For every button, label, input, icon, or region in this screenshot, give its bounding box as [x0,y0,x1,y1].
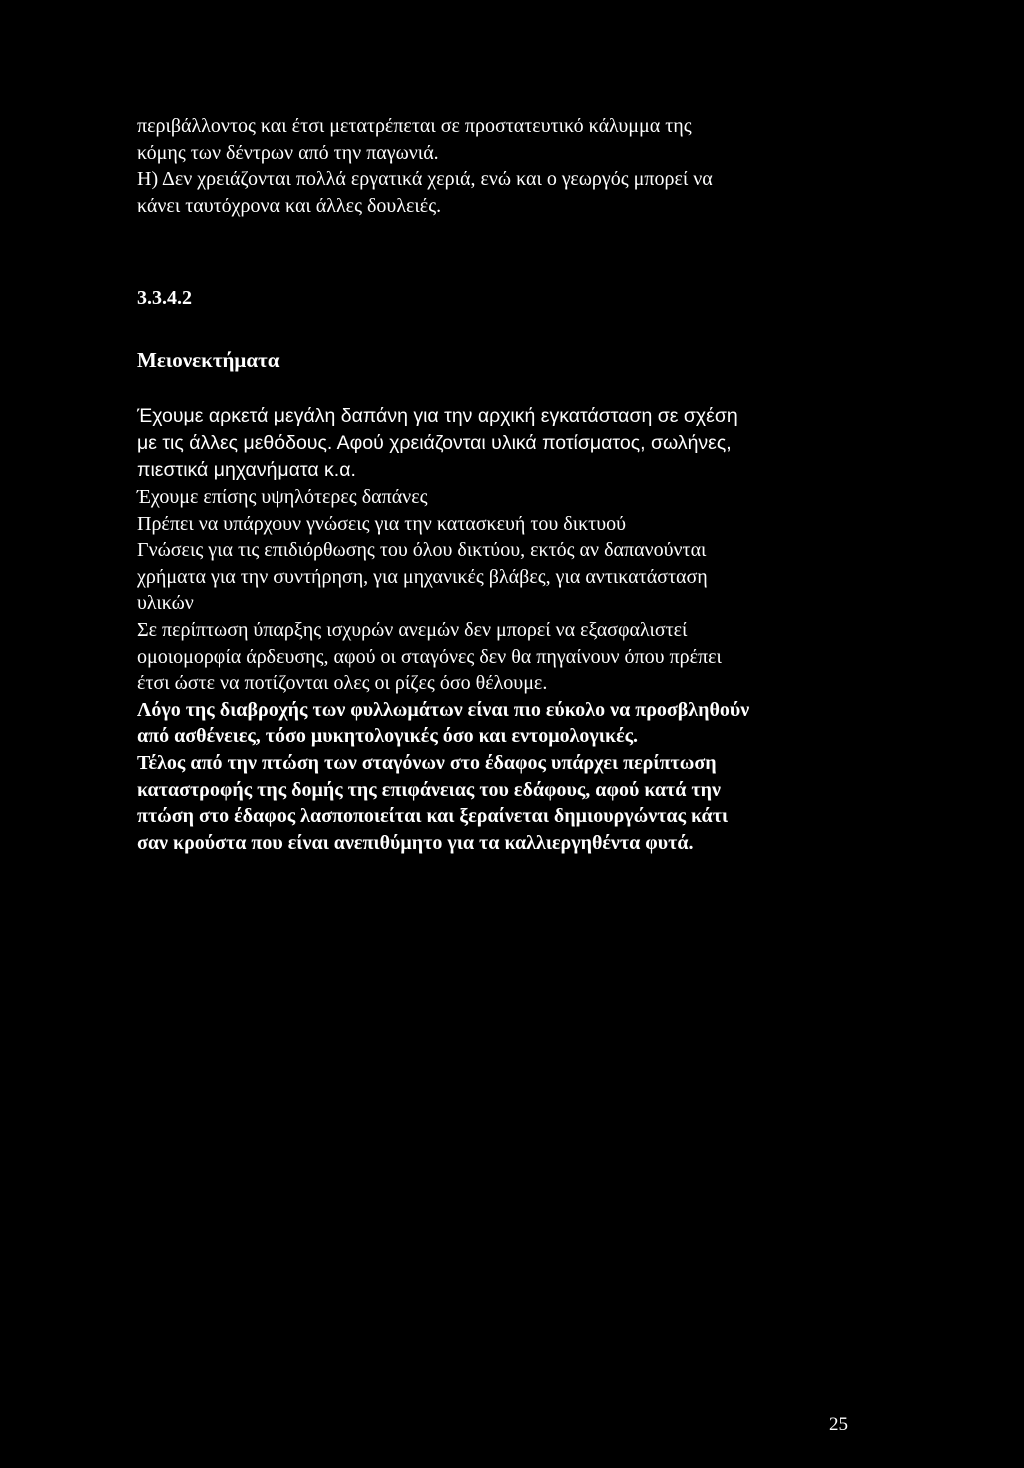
body-line: Λόγο της διαβροχής των φυλλωμάτων είναι πιο εύκολο να προσβληθούν [137,698,750,721]
section-number: 3.3.4.2 [137,287,192,309]
body-line: Πρέπει να υπάρχουν γνώσεις για την κατασκευή του δικτυού [137,512,627,535]
body-line: Τέλος από την πτώση των σταγόνων στο έδαφος υπάρχει περίπτωση [137,751,717,774]
page-number: 25 [829,1414,848,1435]
body-line: καταστροφής της δομής της επιφάνειας του εδάφους, αφού κατά την [137,778,721,801]
body-line: ομοιομορφία άρδευσης, αφού οι σταγόνες δεν θα πηγαίνουν όπου πρέπει [137,645,722,668]
body-line: Έχουμε επίσης υψηλότερες δαπάνες [137,486,428,508]
body-line: από ασθένειες, τόσο μυκητολογικές όσο και εντομολογικές. [137,725,639,748]
body-line: σαν κρούστα που είναι ανεπιθύμητο για τα καλλιεργηθέντα φυτά. [137,831,694,854]
body-line: χρήματα για την συντήρηση, για μηχανικές βλάβες, για αντικατάσταση [137,565,708,588]
intro-line: περιβάλλοντος και έτσι μετατρέπεται σε προστατευτικό κάλυμμα της [137,115,692,137]
body-line: έτσι ώστε να ποτίζονται ολες οι ρίζες όσο θέλουμε. [137,672,548,695]
body-line: με τις άλλες μεθόδους. Αφού χρειάζονται υλικά ποτίσματος, σωλήνες, [137,432,732,454]
body-line: Έχουμε αρκετά μεγάλη δαπάνη για την αρχική εγκατάσταση σε σχέση [137,405,738,427]
body-line: πιεστικά μηχανήματα κ.α. [137,459,356,481]
body-line: υλικών [137,592,194,615]
body-line: Γνώσεις για τις επιδιόρθωσης του όλου δικτύου, εκτός αν δαπανούνται [137,539,707,562]
body-line: πτώση στο έδαφος λασποποιείται και ξεραίνεται δημιουργώντας κάτι [137,805,729,828]
disadvantages-serif-paragraph [137,484,897,856]
intro-line: κάνει ταυτόχρονα και άλλες δουλειές. [137,194,442,217]
body-line: Σε περίπτωση ύπαρξης ισχυρών ανεμών δεν μπορεί να εξασφαλιστεί [137,618,688,641]
intro-paragraph [137,113,897,219]
disadvantages-sans-paragraph [137,403,897,484]
section-heading: Μειονεκτήματα [137,348,280,372]
intro-line: κόμης των δέντρων από την παγωνιά. [137,141,439,164]
intro-line: Η) Δεν χρειάζονται πολλά εργατικά χεριά, ενώ και ο γεωργός μπορεί να [137,168,713,190]
